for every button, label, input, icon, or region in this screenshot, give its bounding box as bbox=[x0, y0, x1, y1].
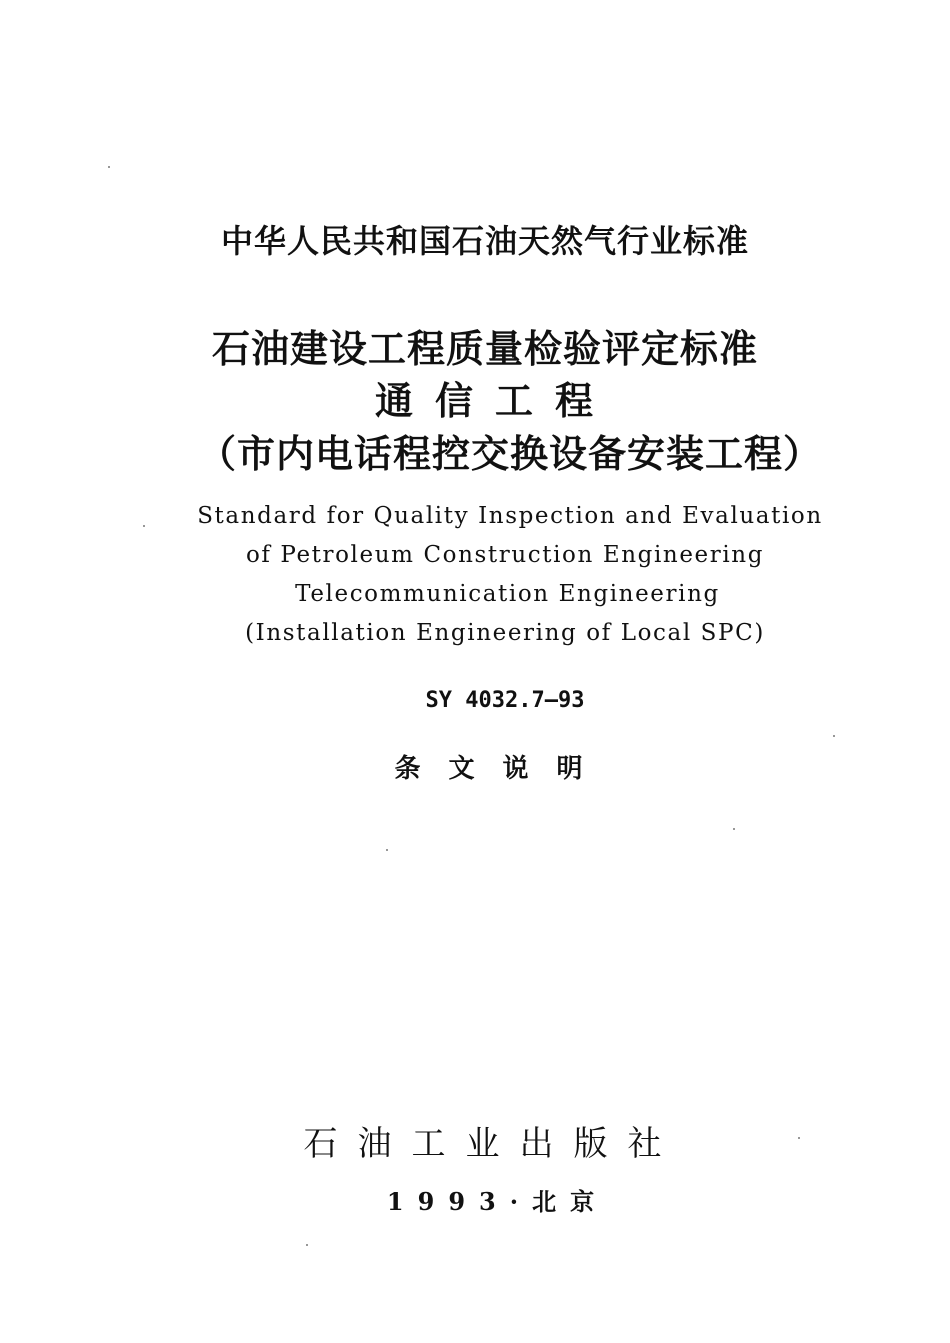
industry-standard-heading: 中华人民共和国石油天然气行业标准 bbox=[220, 222, 749, 260]
chinese-subtitle: 通信工程 bbox=[374, 378, 615, 423]
scan-speck bbox=[143, 525, 145, 527]
chinese-title: 石油建设工程质量检验评定标准 bbox=[211, 326, 758, 371]
standard-code: SY 4032.7—93 bbox=[425, 688, 585, 713]
english-title-line-4: (Installation Engineering of Local SPC) bbox=[245, 620, 765, 646]
chinese-parenthetical-title: （市内电话程控交换设备安装工程） bbox=[197, 431, 822, 476]
scan-speck bbox=[386, 849, 388, 851]
publication-year-place: 1993·北京 bbox=[386, 1187, 609, 1216]
english-title-line-2: of Petroleum Construction Engineering bbox=[245, 542, 765, 568]
scan-speck bbox=[306, 1244, 308, 1246]
explanatory-notes-label: 条文说明 bbox=[394, 754, 611, 784]
scan-speck bbox=[108, 166, 110, 168]
scan-speck bbox=[733, 828, 735, 830]
scan-speck bbox=[833, 735, 835, 737]
english-title-line-1: Standard for Quality Inspection and Evaluation bbox=[197, 503, 823, 529]
scan-speck bbox=[798, 1137, 800, 1139]
english-title-line-3: Telecommunication Engineering bbox=[295, 581, 720, 607]
publisher-name: 石油工业出版社 bbox=[303, 1124, 682, 1164]
